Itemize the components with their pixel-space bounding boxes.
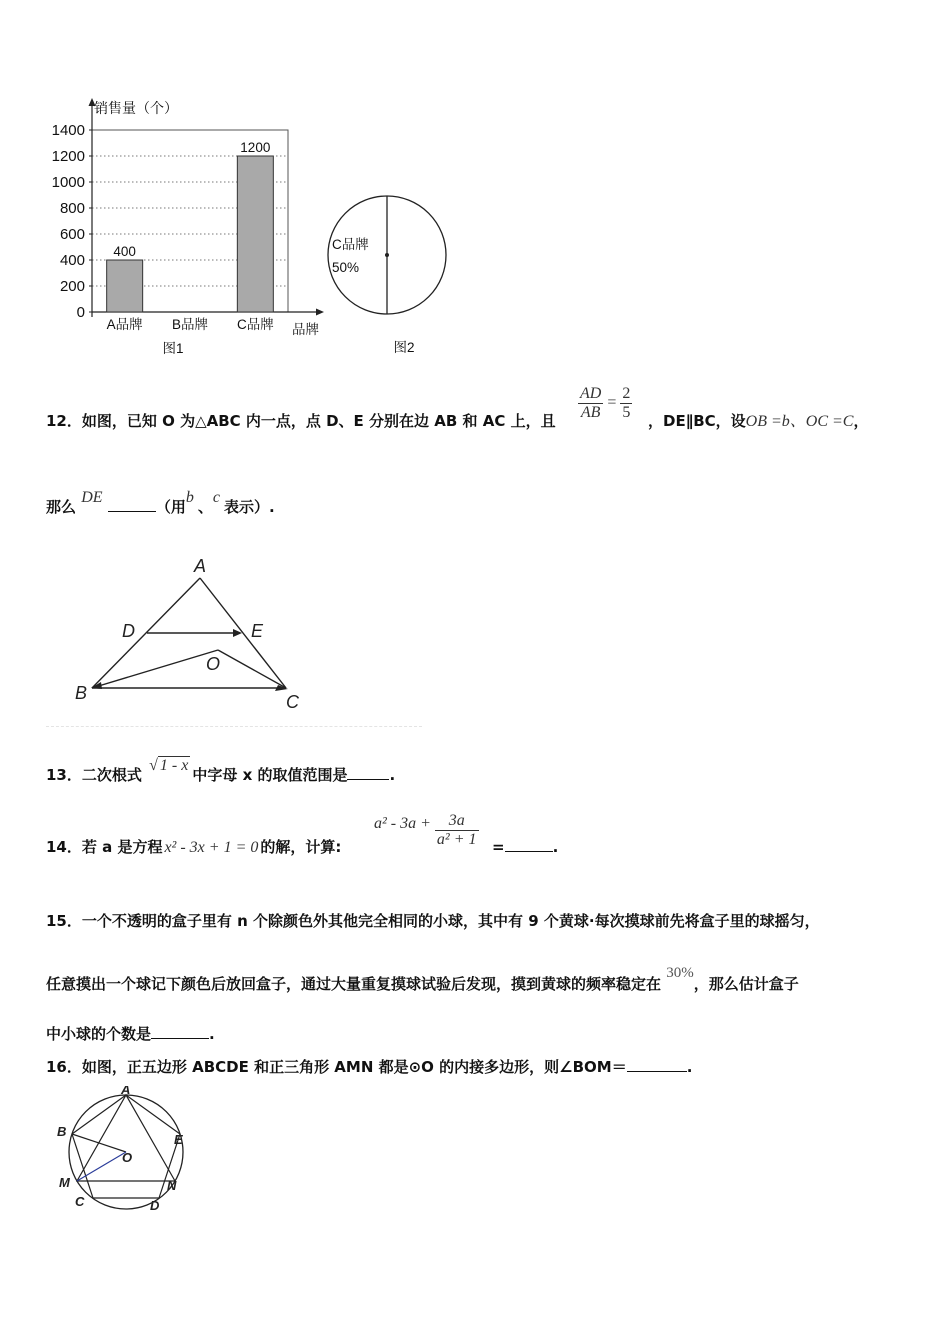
x-category-label: C品牌 [236,317,274,332]
figure1-caption: 图1 [162,341,184,356]
pentagon-abcde [72,1095,180,1198]
x-axis-label: 品牌 [292,322,319,337]
segment-om [77,1152,126,1181]
bar-3 [237,156,273,312]
pie-slice-label: C品牌 [332,237,369,252]
fraction-value-numerator: 2 [622,385,631,402]
question-text: ，DE∥BC，设 [648,412,746,430]
bar-1 [107,260,143,312]
question-number: 14． [46,838,82,856]
question-text: ， [853,412,869,430]
question-text: . [552,838,559,856]
x-category-labels [107,316,275,332]
x-category-label: B品牌 [171,317,209,332]
answer-blank[interactable] [108,511,156,512]
fraction-denominator: a² + 1 [436,831,477,848]
expression-14 [374,812,479,849]
question-text: 若 a 是方程 [81,838,163,856]
question-text: 一个不透明的盒子里有 n 个除颜色外其他完全相同的小球，其中有 9 个黄球·每次摸球前先将盒子里的球摇匀， [81,912,820,930]
y-tick-label: 200 [59,278,85,295]
segment-bo [72,1134,126,1152]
label-o: O [122,1150,133,1165]
question-text: 的解，计算: [260,838,342,856]
section-divider [46,726,422,727]
y-axis-label: 销售量（个） [94,100,178,116]
question-text: 如图，正五边形 ABCDE 和正三角形 AMN 都是⊙O 的内接多边形，则∠BOM＝ [81,1058,627,1076]
pentagon-figure [50,1086,200,1216]
question-16 [46,1057,692,1077]
question-text: ，那么估计盒子 [693,975,799,993]
question-14 [46,837,341,858]
equals-sign: = [492,838,505,856]
y-tick-label: 400 [59,252,85,269]
label-a: A [121,1086,131,1097]
y-tick-label: 600 [59,226,85,243]
y-tick-labels [52,122,92,321]
frequency-percent: 30% [666,965,694,981]
fraction-value-denominator: 5 [622,404,631,421]
x-category-label: A品牌 [106,317,143,332]
y-tick-label: 1200 [51,148,85,165]
answer-blank[interactable] [505,851,553,852]
vector-de: DE [81,489,103,506]
figure2-caption: 图2 [393,340,415,355]
question-15-line2 [46,965,799,995]
question-text: 二次根式 [81,766,142,784]
answer-blank[interactable] [151,1038,209,1039]
question-text: 那么 [46,498,77,516]
question-text: 中字母 x 的取值范围是 [192,766,348,784]
fraction-denominator: AB [580,404,601,421]
pie-chart-figure2 [322,190,462,362]
label-b: B [57,1124,67,1139]
y-tick-label: 1400 [51,122,85,139]
question-text: （用 [155,498,186,516]
label-c: C [75,1194,85,1209]
question-15-line1 [46,911,820,931]
question-14-answer [492,837,558,857]
question-12-line1 [46,411,556,431]
triangle-amn [77,1095,175,1181]
answer-blank[interactable] [627,1071,687,1072]
equals-sign: = [607,394,617,412]
label-e: E [251,621,264,641]
question-12-line2 [46,489,275,518]
vector-b: b [185,489,194,506]
question-number: 15． [46,912,82,930]
y-tick-label: 0 [76,304,85,321]
fraction-numerator: 3a [435,812,479,831]
label-d: D [122,621,135,641]
radicand: 1 - x [159,757,189,774]
label-b: B [75,683,88,703]
pie-center-dot [385,253,389,257]
bar-data-label: 1200 [240,140,271,155]
question-text: 任意摸出一个球记下颜色后放回盒子，通过大量重复摸球试验后发现，摸到黄球的频率稳定在 [46,975,662,993]
question-number: 16． [46,1058,82,1076]
label-e: E [174,1132,183,1147]
label-c: C [286,692,299,712]
segment-oc [218,650,286,688]
triangle-figure [60,548,320,718]
bar-chart-figure1 [40,92,340,364]
equation: x² - 3x + 1 = 0 [164,839,259,856]
question-12-line1b [648,411,868,432]
label-m: M [59,1175,70,1190]
question-15-line3 [46,1024,215,1044]
expression-left: a² - 3a + [374,815,431,833]
pie-slice-percent: 50% [332,260,360,275]
vector-definitions: OB =b、OC =C [745,413,854,430]
bar-data-label: 400 [113,244,136,259]
question-number: 13． [46,766,82,784]
label-n: N [167,1178,177,1193]
label-d: D [150,1198,160,1213]
question-13 [46,757,396,786]
question-text: . [389,766,396,784]
label-o: O [206,654,221,674]
fraction-numerator: AD [580,385,602,402]
y-tick-label: 800 [59,200,85,217]
question-text: 中小球的个数是 [46,1025,152,1043]
question-number: 12． [46,412,82,430]
answer-blank[interactable] [347,779,389,780]
question-text: 表示）. [223,498,275,516]
y-tick-label: 1000 [51,174,85,191]
vector-c: c [212,489,220,506]
question-text: 、 [197,498,213,516]
bars [107,140,274,312]
radical-expression: √ 1 - x [149,757,189,774]
fraction-ad-ab [578,385,632,422]
question-text: . [686,1058,693,1076]
question-text: 如图，已知 O 为△ABC 内一点，点 D、E 分别在边 AB 和 AC 上，且 [81,412,556,430]
question-text: . [209,1025,215,1043]
label-a: A [194,556,207,576]
